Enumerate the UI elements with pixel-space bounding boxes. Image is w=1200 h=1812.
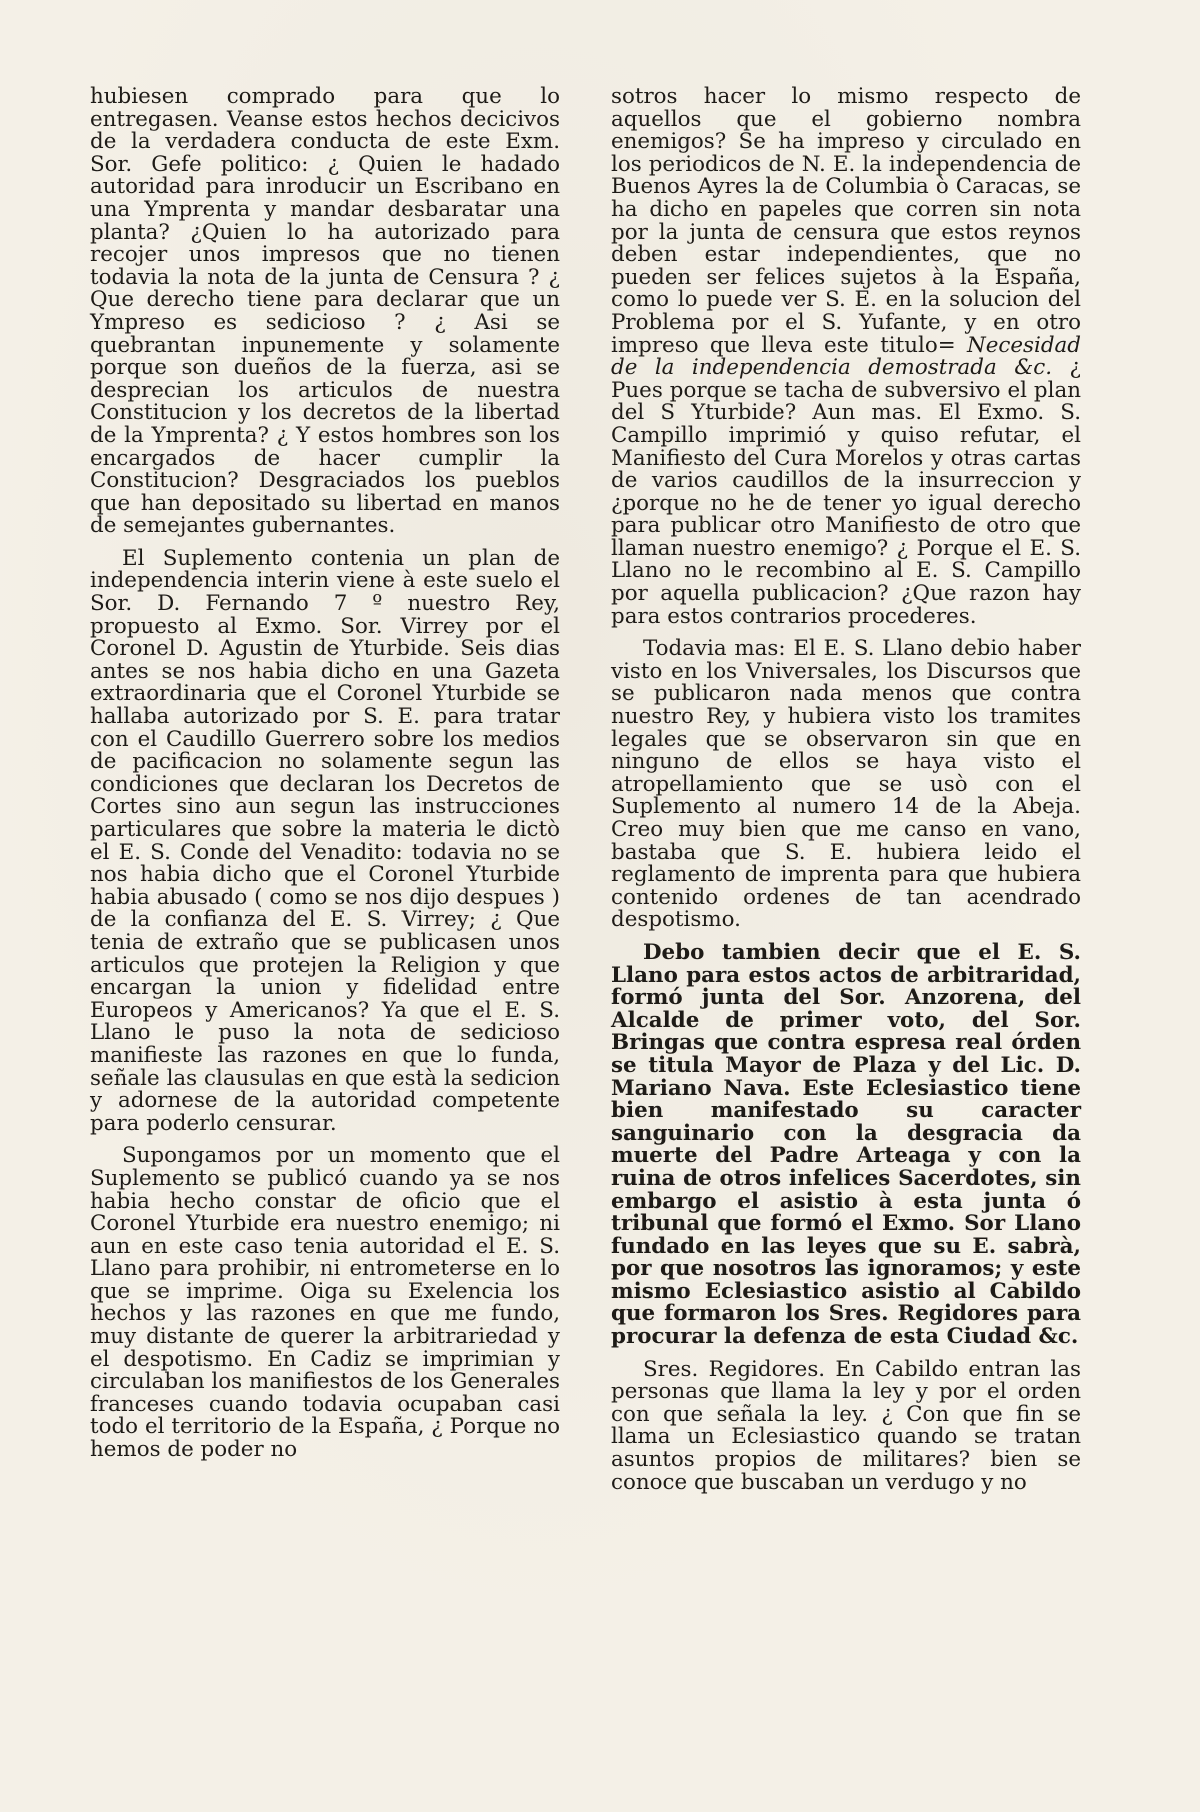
- right-column: [611, 86, 1081, 1494]
- left-column: [90, 86, 560, 1462]
- paragraph-4-continued: ¿ Pues porque se tacha de subversivo el plan del S Yturbide? Aun mas. El Exmo. S. Campillo imprimió y quiso refutar, el Manifiesto del Cura Morelos y otras cartas de varios caudillos de la insurreccion y ¿porque no he de tener yo igual derecho para publicar otro Manifiesto de otro que llaman nuestro enemigo? ¿ Porque el E. S. Llano no le recombino al E. S. Campillo por aquella publicacion? ¿Que razon hay para estos contrarios procederes.: [611, 355, 1081, 629]
- paragraph-4-text: sotros hacer lo mismo respecto de aquellos que el gobierno nombra enemigos? Se ha impreso y circulado en los periodicos de N. E. la independencia de Buenos Ayres la de Columbia ò Caracas, se ha dicho en papeles que corren sin nota por la junta de censura que estos reynos deben estar independientes, que no pueden ser felices sujetos à la España, como lo puede ver S. E. en la solucion del Problema por el S. Yufante, y en otro impreso que lleva este titulo=: [611, 84, 1081, 358]
- paragraph-7: Sres. Regidores. En Cabildo entran las personas que llama la ley y por el orden con que señala la ley. ¿ Con que fin se llama un Eclesiastico quando se tratan asuntos propios de militares? bien se conoce que buscaban un verdugo y no: [611, 1356, 1081, 1495]
- title-italic: Necesidad de la independencia demostrada &c.: [611, 332, 1081, 381]
- paragraph-2: El Suplemento contenia un plan de independencia interin viene à este suelo el Sor. D. Fernando 7 º nuestro Rey, propuesto al Exmo. Sor. Virrey por el Coronel D. Agustin de Yturbide. Seis dias antes se nos habia dicho en una Gazeta extraordinaria que el Coronel Yturbide se hallaba autorizado por S. E. para tratar con el Caudillo Guerrero sobre los medios de pacificacion no solamente segun las condiciones que declaran los Decretos de Cortes sino aun segun las instrucciones particulares que sobre la materia le dictò el E. S. Conde del Venadito: todavia no se nos habia dicho que el Coronel Yturbide habia abusado ( como se nos dijo despues ) de la confianza del E. S. Virrey; ¿ Que tenia de extraño que se publicasen unos articulos que protejen la Religion y que encargan la union y fidelidad entre Europeos y Americanos? Ya que el E. S. Llano le puso la nota de sedicioso manifieste las razones en que lo funda, señale las clausulas en que està la sedicion y adornese de la autoridad competente para poderlo censurar.: [90, 545, 560, 1136]
- paragraph-1: hubiesen comprado para que lo entregasen. Veanse estos hechos decicivos de la verdadera conducta de este Exm. Sor. Gefe politico: ¿ Quien le hadado autoridad para inroducir un Escribano en una Ymprenta y mandar desbaratar una planta? ¿Quien lo ha autorizado para recojer unos impresos que no tienen todavia la nota de la junta de Censura ? ¿ Que derecho tiene para declarar que un Ympreso es sedicioso ? ¿ Asi se quebrantan inpunemente y solamente porque son dueños de la fuerza, asi se desprecian los articulos de nuestra Constitucion y los decretos de la libertad de la Ymprenta? ¿ Y estos hombres son los encargados de hacer cumplir la Constitucion? Desgraciados los pueblos que han depositado su libertad en manos de semejantes gubernantes.: [90, 84, 560, 539]
- paragraph-4: [611, 86, 1081, 628]
- paragraph-5: Todavia mas: El E. S. Llano debio haber visto en los Vniversales, los Discursos que se publicaron nada menos que contra nuestro Rey, y hubiera visto los tramites legales que se observaron sin que en ninguno de ellos se haya visto el atropellamiento que se usò con el Suplemento al numero 14 de la Abeja. Creo muy bien que me canso en vano, bastaba que S. E. hubiera leido el reglamento de imprenta para que hubiera contenido ordenes de tan acendrado despotismo.: [611, 636, 1081, 933]
- paragraph-3: Supongamos por un momento que el Suplemento se publicó cuando ya se nos habia hecho constar de oficio que el Coronel Yturbide era nuestro enemigo; ni aun en este caso tenia autoridad el E. S. Llano para prohibir, ni entrometerse en lo que se imprime. Oiga su Exelencia los hechos y las razones en que me fundo, muy distante de querer la arbitrariedad y el despotismo. En Cadiz se imprimian y circulaban los manifiestos de los Generales franceses cuando todavia ocupaban casi todo el territorio de la España, ¿ Porque no hemos de poder no: [90, 1143, 561, 1463]
- paragraph-6: Debo tambien decir que el E. S. Llano para estos actos de arbitraridad, formó junta del Sor. Anzorena, del Alcalde de primer voto, del Sor. Bringas que contra espresa real órden se titula Mayor de Plaza y del Lic. D. Mariano Nava. Este Eclesiastico tiene bien manifestado su caracter sanguinario con la desgracia da muerte del Padre Arteaga y con la ruina de otros infelices Sacerdotes, sin embargo el asistio à esta junta ó tribunal que formó el Exmo. Sor Llano fundado en las leyes que su E. sabrà, por que nosotros las ignoramos; y este mismo Eclesiastico asistio al Cabildo que formaron los Sres. Regidores para procurar la defenza de esta Ciudad &c.: [611, 939, 1081, 1350]
